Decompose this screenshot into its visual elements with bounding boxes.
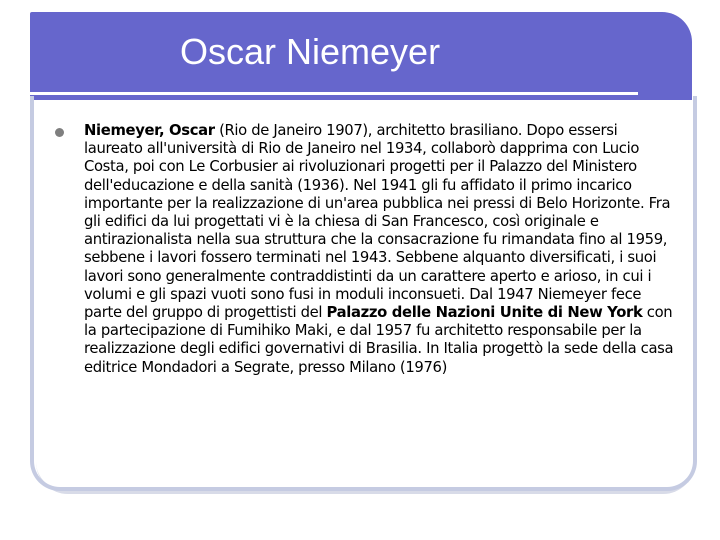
bullet-dot-icon: [55, 128, 64, 137]
bullet-text: [84, 122, 676, 377]
bullet-outro: con la partecipazione di Fumihiko Maki, e dal 1957 fu architetto responsabile per la realizzazione degli edifici governativi di Brasilia. In Italia progettò la sede della casa editrice Mondadori a Segrate, presso Milano (1976): [84, 304, 674, 376]
title-underline: [30, 92, 638, 95]
bullet-name: Niemeyer, Oscar: [84, 122, 215, 139]
slide-title: Oscar Niemeyer: [180, 31, 441, 72]
bullet-intro: (Rio de Janeiro 1907), architetto brasiliano. Dopo essersi laureato all'università di Rio de Janeiro nel 1934, collaborò dapprima con Lucio Costa, poi con Le Corbusier ai rivoluzionari progetti per il Palazzo del Ministero dell'educazione e della sanità (1936). Nel 1941 gli fu affidato il primo incarico importante per la realizzazione di un'area pubblica nei pressi di Belo Horizonte. Fra gli edifici da lui progettati vi è la chiesa di San Francesco, così originale e antirazionalista nella sua struttura che la consacrazione fu rimandata fino al 1959, sebbene i lavori fossero terminati nel 1943. Sebbene alquanto diversificati, i suoi lavori sono generalmente contraddistinti da un carattere aperto e arioso, in cui i volumi e gli spazi vuoti sono fusi in moduli inconsueti. Dal 1947 Niemeyer fece parte del gruppo di progettisti del: [84, 122, 671, 322]
bullet-highlight: Palazzo delle Nazioni Unite di New York: [326, 304, 643, 322]
